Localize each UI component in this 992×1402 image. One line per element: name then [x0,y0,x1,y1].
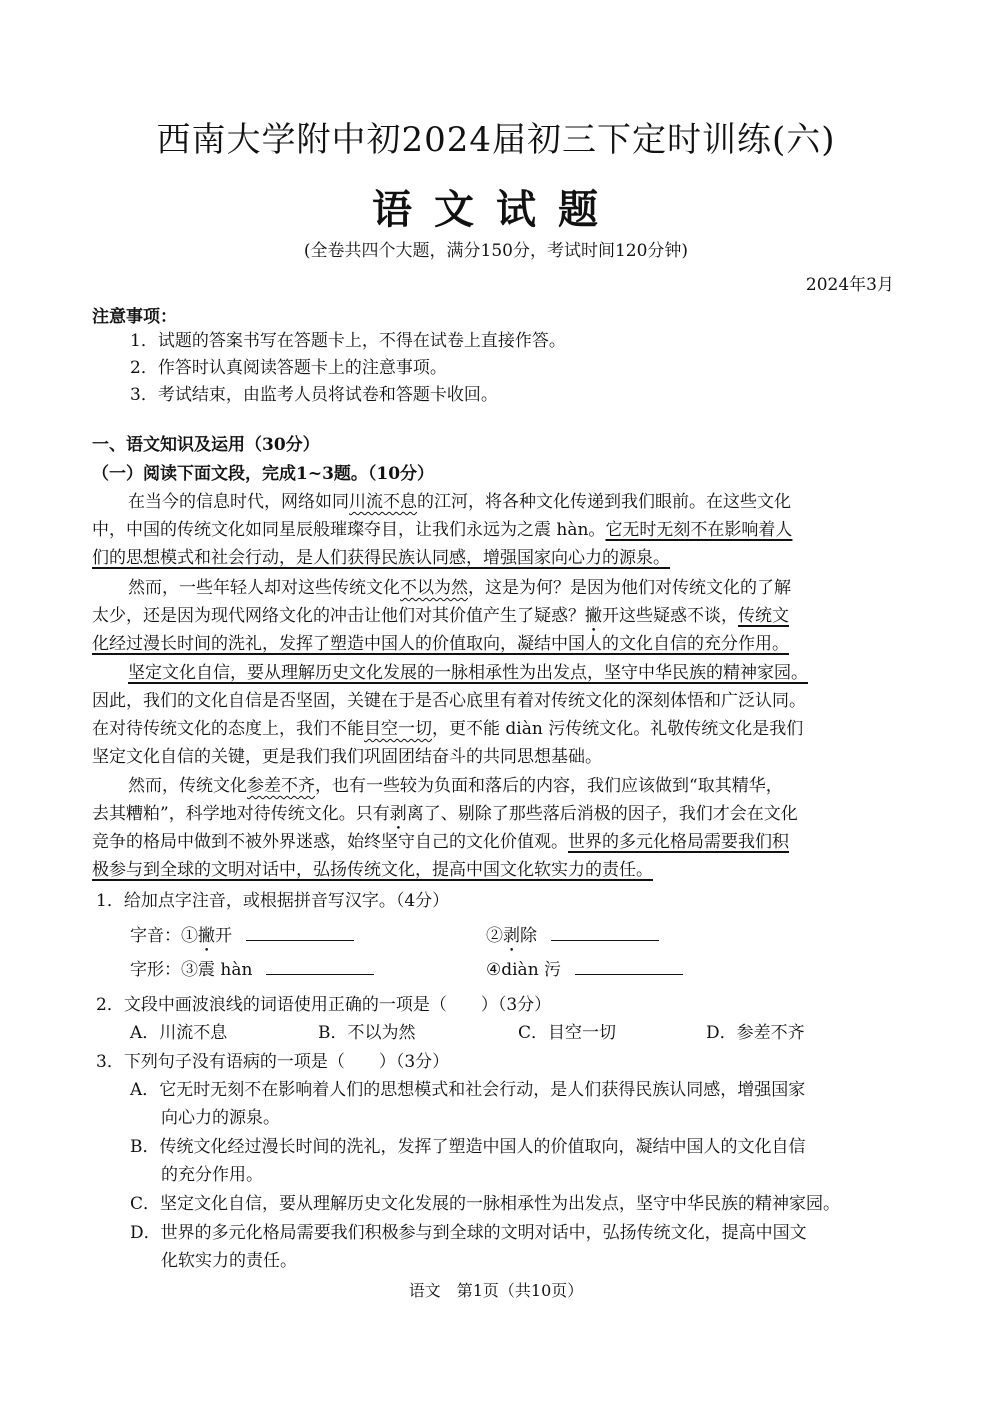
passage-line: 竞争的格局中做到不被外界迷惑，始终坚守自己的文化价值观。世界的多元化格局需要我们积 [92,832,789,852]
passage-line [92,543,900,568]
passage-line: 在对待传统文化的态度上，我们不能目空一切，更不能 diàn 污传统文化。礼敬传统文化是我们 [92,719,804,739]
q2-option-b[interactable]: B．不以为然 [318,1023,416,1043]
answer-blank[interactable] [551,926,659,941]
answer-blank[interactable] [246,926,354,941]
passage-line: 然而，一些年轻人却对这些传统文化不以为然，这是为何？是因为他们对传统文化的了解 [128,578,791,598]
q3-option-b-cont: 的充分作用。 [161,1165,263,1185]
wavy-term: 目空一切 [364,719,432,739]
wavy-term: 不以为然 [400,578,468,598]
section-heading: 一、语文知识及运用（30分） [92,435,320,455]
q3-option-d-cont: 化软实力的责任。 [161,1251,297,1271]
underlined-sentence: 极参与到全球的文明对话中，弘扬传统文化，提高中国文化软实力的责任。 [92,860,653,880]
question-2-stem: 2．文段中画波浪线的词语使用正确的一项是（ ）（3分） [96,995,552,1015]
passage-line: 在当今的信息时代，网络如同川流不息的江河，将各种文化传递到我们眼前。在这些文化 [128,492,791,512]
passage-line [92,855,900,880]
underlined-sentence: 们的思想模式和社会行动，是人们获得民族认同感，增强国家向心力的源泉。 [92,548,670,568]
question-3-stem: 3．下列句子没有语病的一项是（ ）（3分） [96,1052,450,1072]
exam-info: (全卷共四个大题，满分150分，考试时间120分钟) [303,241,689,261]
dotted-char: 撇 [585,606,602,626]
passage-line: 坚定文化自信的关键，更是我们我们巩固团结奋斗的共同思想基础。 [92,747,602,767]
q3-option-d[interactable]: D．世界的多元化格局需要我们积极参与到全球的文明对话中，弘扬传统文化，提高中国文 [130,1223,807,1243]
passage-line: 太少，还是因为现代网络文化的冲击让他们对其价值产生了疑惑？撇开这些疑惑不谈，传统文 [92,606,789,626]
notice-item: 3．考试结束，由监考人员将试卷和答题卡收回。 [130,385,498,405]
dotted-char: 撇 [198,926,215,946]
notice-item: 2．作答时认真阅读答题卡上的注意事项。 [130,358,447,378]
dotted-char: 剥 [389,804,407,824]
q3-option-c[interactable]: C．坚定文化自信，要从理解历史文化发展的一脉相承性为出发点，坚守中华民族的精神家园。 [130,1194,841,1214]
notice-item: 1．试题的答案书写在答题卡上，不得在试卷上直接作答。 [130,331,566,351]
passage-line: 中，中国的传统文化如同星辰般璀璨夺目，让我们永远为之震 hàn。它无时无刻不在影响着人 [92,520,793,540]
q1-item-2: ②剥除 [486,921,659,956]
page-footer: 语文 第1页（共10页） [408,1281,584,1300]
dotted-char: 剥 [503,926,520,946]
q1-item-4: ④diàn 污 [486,955,683,980]
q3-option-b[interactable]: B．传统文化经过漫长时间的洗礼，发挥了塑造中国人的价值取向，凝结中国人的文化自信 [130,1137,806,1157]
q3-option-a[interactable]: A．它无时无刻不在影响着人们的思想模式和社会行动，是人们获得民族认同感，增强国家 [130,1080,806,1100]
underlined-sentence: 化经过漫长时间的洗礼，发挥了塑造中国人的价值取向，凝结中国人的文化自信的充分作用。 [92,634,789,654]
wavy-term: 川流不息 [349,492,417,512]
passage-line: 然而，传统文化参差不齐，也有一些较为负面和落后的内容，我们应该做到“取其精华， [128,776,783,796]
q1-item-3: 字形：③震 hàn [130,955,374,980]
q2-option-d[interactable]: D．参差不齐 [706,1023,805,1043]
answer-blank[interactable] [575,960,683,975]
subject-title: 语文试题 [372,186,620,233]
underlined-sentence: 世界的多元化格局需要我们积 [568,832,789,852]
exam-date: 2024年3月 [805,275,894,295]
wavy-term: 参差不齐 [247,776,315,796]
answer-blank[interactable] [266,960,374,975]
subsection-heading: （一）阅读下面文段，完成1~3题。（10分） [92,464,435,484]
q2-option-c[interactable]: C．目空一切 [518,1023,617,1043]
q2-option-a[interactable]: A．川流不息 [130,1023,228,1043]
question-1-stem: 1．给加点字注音，或根据拼音写汉字。（4分） [96,891,450,911]
passage-line [92,629,900,654]
passage-line: 因此，我们的文化自信是否坚固，关键在于是否心底里有着对传统文化的深刻体悟和广泛认同。 [92,691,806,711]
exam-title: 西南大学附中初2024届初三下定时训练(六) [156,120,836,160]
q3-option-a-cont: 向心力的源泉。 [161,1108,280,1128]
q1-item-1: 字音：①撇开 [130,921,354,956]
underlined-sentence: 坚定文化自信，要从理解历史文化发展的一脉相承性为出发点，坚守中华民族的精神家园。 [128,663,808,683]
underlined-sentence: 它无时无刻不在影响着人 [605,520,793,540]
notice-heading: 注意事项： [92,307,177,327]
underlined-sentence: 传统文 [738,606,789,626]
passage-line: 去其糟粕”，科学地对待传统文化。只有剥离了、剔除了那些落后消极的因子，我们才会在文化 [92,804,798,824]
passage-line [128,658,936,683]
